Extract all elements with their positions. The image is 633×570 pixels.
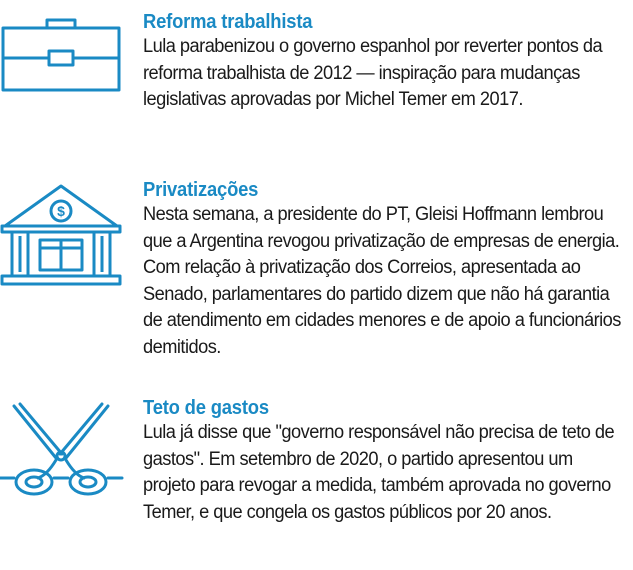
section-title: Teto de gastos xyxy=(143,397,269,419)
section-title: Privatizações xyxy=(143,179,259,201)
briefcase-icon xyxy=(0,14,122,94)
section-body: Lula parabenizou o governo espanhol por reverter pontos da reforma trabalhista de 2012 — inspiração para mudanças legislativas aprovadas por Michel Temer em 2017. xyxy=(143,36,603,110)
section-text xyxy=(143,178,631,361)
section-title: Reforma trabalhista xyxy=(143,11,313,33)
bank-icon xyxy=(0,182,122,292)
scissors-icon xyxy=(0,400,122,500)
section-body: Nesta semana, a presidente do PT, Gleisi Hoffmann lembrou que a Argentina revogou privatização de empresas de energia. Com relação à privatização dos Correios, apresentada ao Senado, parlamentares do partido dizem que não há garantia de atendimento em cidades menores e de apoio a funcionários demitidos. xyxy=(143,204,621,358)
section-body: Lula já disse que "governo responsável não precisa de teto de gastos". Em setembro de 2020, o partido apresentou um projeto para revogar a medida, também aprovada no governo Temer, e que congela os gastos públicos por 20 anos. xyxy=(143,422,615,523)
svg-text:$: $ xyxy=(57,203,65,219)
section-text xyxy=(143,396,631,526)
section-text xyxy=(143,10,631,114)
